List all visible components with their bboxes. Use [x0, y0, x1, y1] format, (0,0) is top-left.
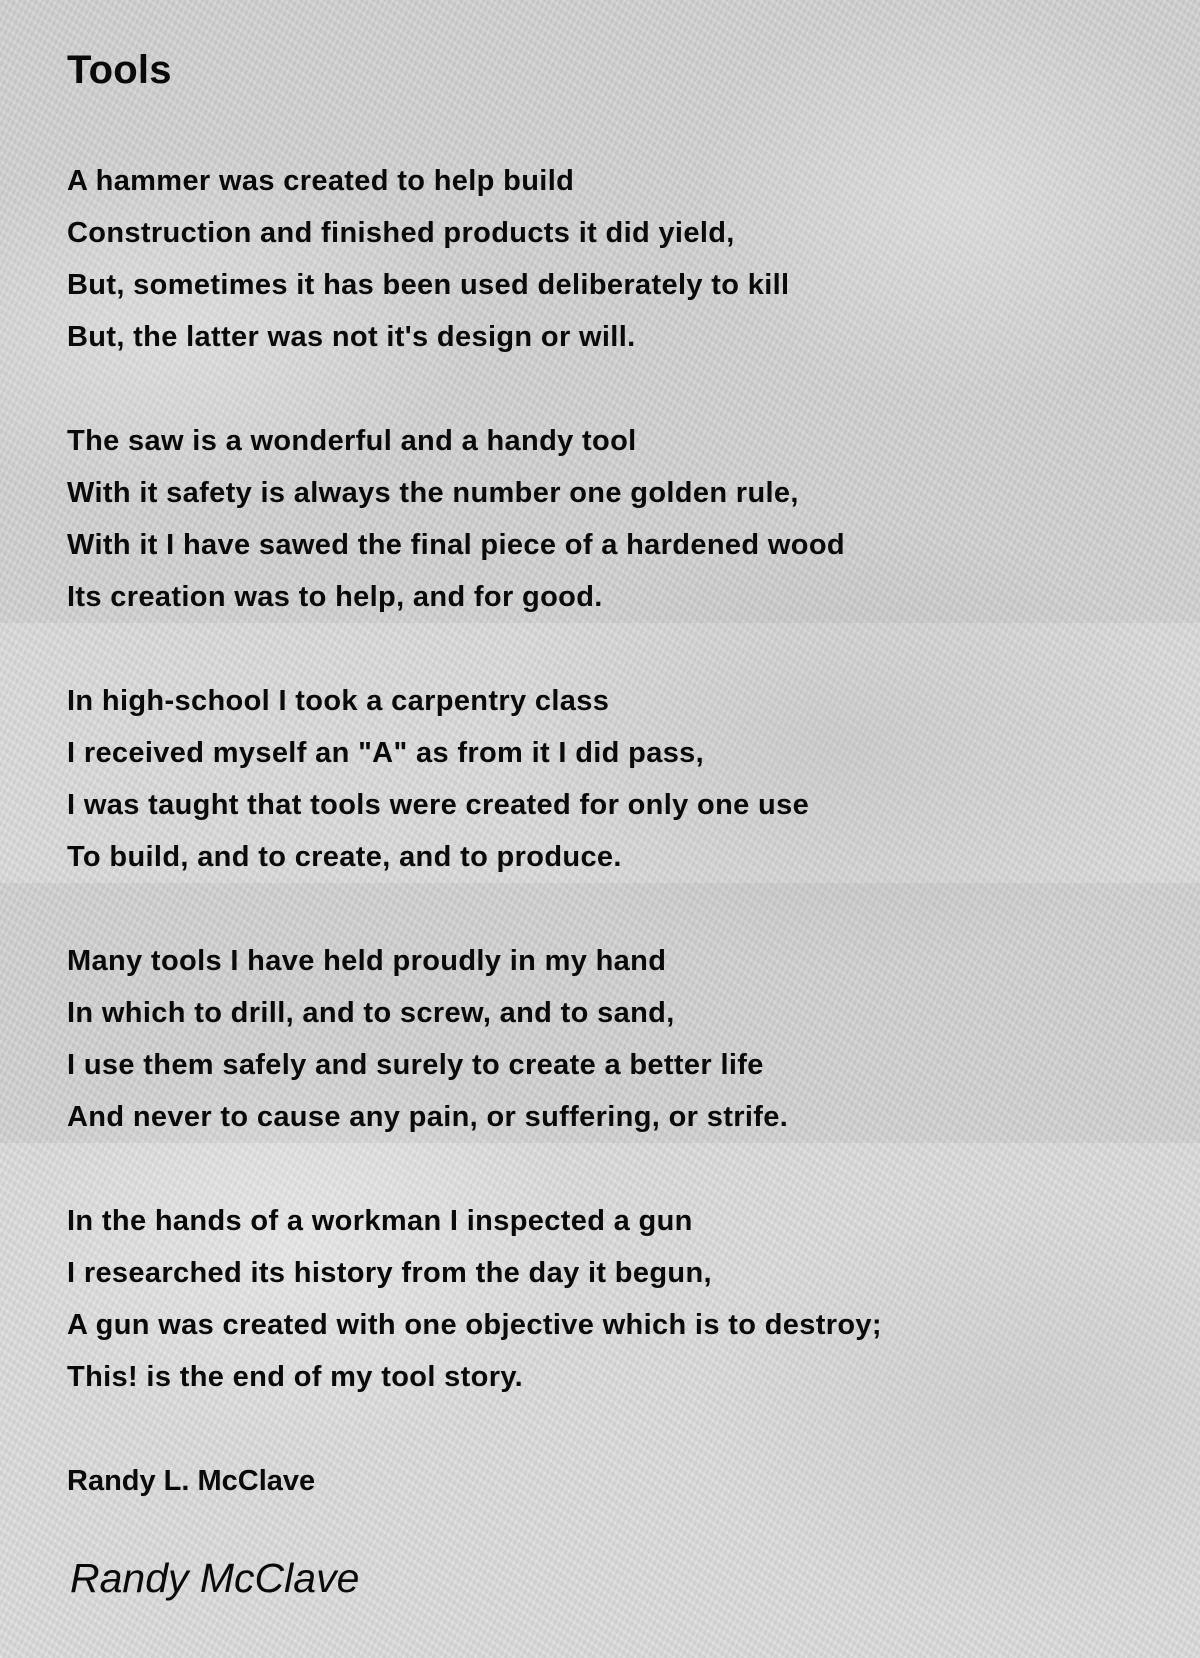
poem-line: With it I have sawed the final piece of a hardened wood — [67, 529, 845, 561]
poem-line: The saw is a wonderful and a handy tool — [67, 425, 637, 457]
poem-line: In the hands of a workman I inspected a gun — [67, 1205, 693, 1237]
stanza-break — [67, 883, 882, 935]
stanza-break — [67, 363, 882, 415]
poem-line: I researched its history from the day it begun, — [67, 1257, 712, 1289]
poem-body — [67, 155, 882, 1507]
poem-line: To build, and to create, and to produce. — [67, 841, 622, 873]
stanza-break — [67, 1403, 882, 1455]
stanza-1 — [67, 155, 882, 363]
poem-line: With it safety is always the number one golden rule, — [67, 477, 799, 509]
author-signature: Randy McClave — [70, 1555, 360, 1601]
poem-line: This! is the end of my tool story. — [67, 1361, 524, 1393]
poem-line: And never to cause any pain, or suffering, or strife. — [67, 1101, 789, 1133]
poem-line: Construction and finished products it did yield, — [67, 217, 735, 249]
author-byline: Randy L. McClave — [67, 1465, 316, 1497]
poem-line: In which to drill, and to screw, and to sand, — [67, 997, 675, 1029]
stanza-5 — [67, 1195, 882, 1403]
poem-line: A hammer was created to help build — [67, 165, 575, 197]
stanza-break — [67, 1143, 882, 1195]
poem-line: Many tools I have held proudly in my hand — [67, 945, 667, 977]
stanza-4 — [67, 935, 882, 1143]
poem-line: But, sometimes it has been used deliberately to kill — [67, 269, 790, 301]
poem-line: But, the latter was not it's design or will. — [67, 321, 636, 353]
poem-line: In high-school I took a carpentry class — [67, 685, 610, 717]
stanza-2 — [67, 415, 882, 623]
poem-line: I received myself an "A" as from it I did pass, — [67, 737, 705, 769]
poem-line: I use them safely and surely to create a better life — [67, 1049, 764, 1081]
poem-line: I was taught that tools were created for only one use — [67, 789, 810, 821]
stanza-3 — [67, 675, 882, 883]
poem-title: Tools — [67, 48, 172, 92]
poem-line: Its creation was to help, and for good. — [67, 581, 603, 613]
poem-line: A gun was created with one objective which is to destroy; — [67, 1309, 882, 1341]
stanza-break — [67, 623, 882, 675]
